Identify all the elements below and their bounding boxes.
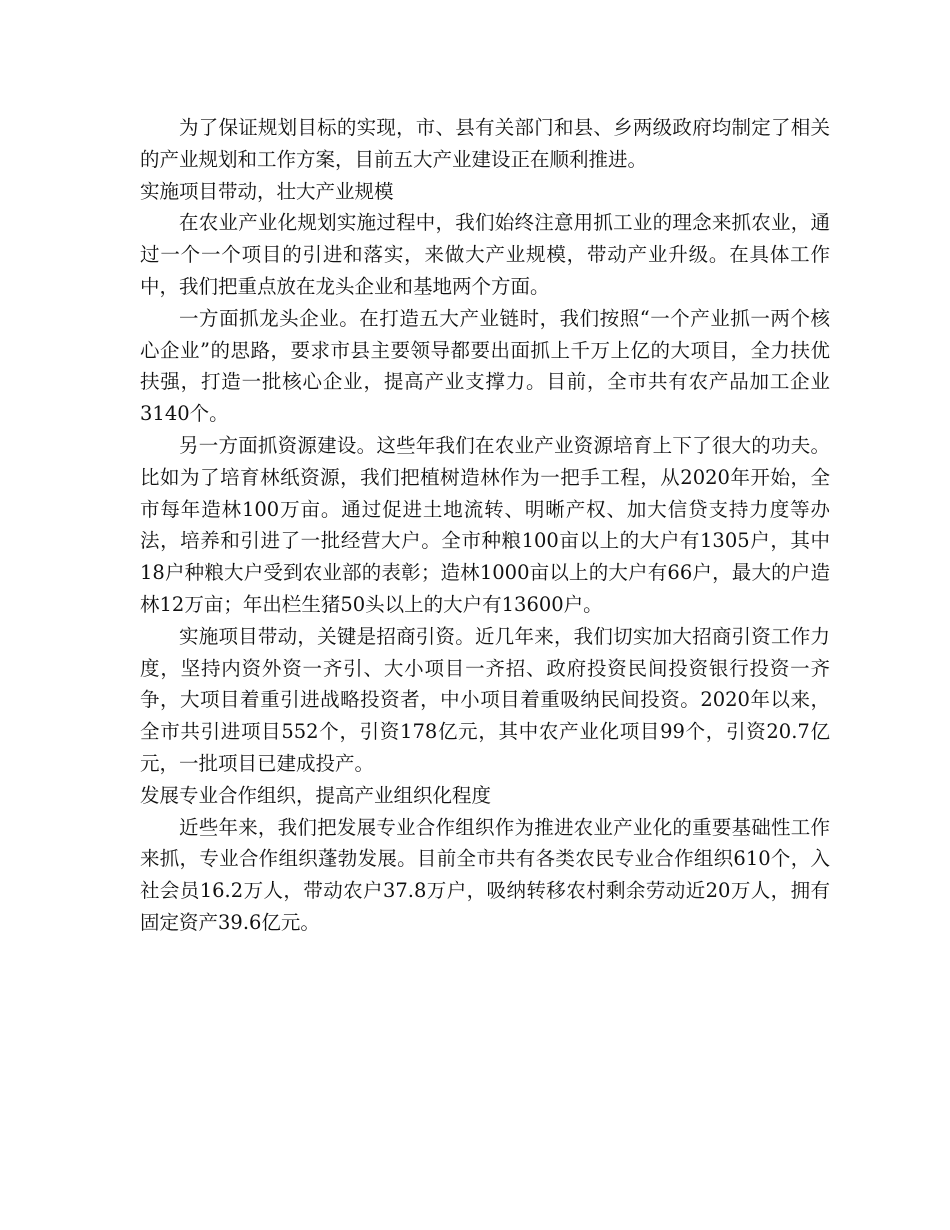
document-body (140, 112, 830, 939)
paragraph-leading-enterprises: 一方面抓龙头企业。在打造五大产业链时，我们按照“一个产业抓一两个核心企业”的思路，要求市县主要领导都要出面抓上千万上亿的大项目，全力扶优扶强，打造一批核心企业，提高产业支撑力。目前，全市共有农产品加工企业3140个。 (140, 306, 830, 426)
paragraph-investment: 实施项目带动，关键是招商引资。近几年来，我们切实加大招商引资工作力度，坚持内资外资一齐引、大小项目一齐招、政府投资民间投资银行投资一齐争，大项目着重引进战略投资者，中小项目着重吸纳民间投资。2020年以来，全市共引进项目552个，引资178亿元，其中农产业化项目99个，引资20.7亿元，一批项目已建成投产。 (140, 624, 830, 775)
paragraph-resource-building: 另一方面抓资源建设。这些年我们在农业产业资源培育上下了很大的功夫。比如为了培育林纸资源，我们把植树造林作为一把手工程，从2020年开始，全市每年造林100万亩。通过促进土地流转、明晰产权、加大信贷支持力度等办法，培养和引进了一批经营大户。全市种粮100亩以上的大户有1305户，其中18户种粮大户受到农业部的表彰；造林1000亩以上的大户有66户，最大的户造林12万亩；年出栏生猪50头以上的大户有13600户。 (140, 433, 830, 616)
paragraph-industrialization: 在农业产业化规划实施过程中，我们始终注意用抓工业的理念来抓农业，通过一个一个项目的引进和落实，来做大产业规模，带动产业升级。在具体工作中，我们把重点放在龙头企业和基地两个方面。 (140, 211, 830, 298)
section-heading-cooperatives: 发展专业合作组织，提高产业组织化程度 (140, 783, 492, 807)
paragraph-cooperatives: 近些年来，我们把发展专业合作组织作为推进农业产业化的重要基础性工作来抓，专业合作组织蓬勃发展。目前全市共有各类农民专业合作组织610个，入社会员16.2万人，带动农户37.8万户，吸纳转移农村剩余劳动近20万人，拥有固定资产39.6亿元。 (140, 815, 830, 934)
paragraph-plan-guarantee: 为了保证规划目标的实现，市、县有关部门和县、乡两级政府均制定了相关的产业规划和工作方案，目前五大产业建设正在顺利推进。 (140, 116, 830, 171)
section-heading-project-drive: 实施项目带动，壮大产业规模 (140, 179, 394, 203)
